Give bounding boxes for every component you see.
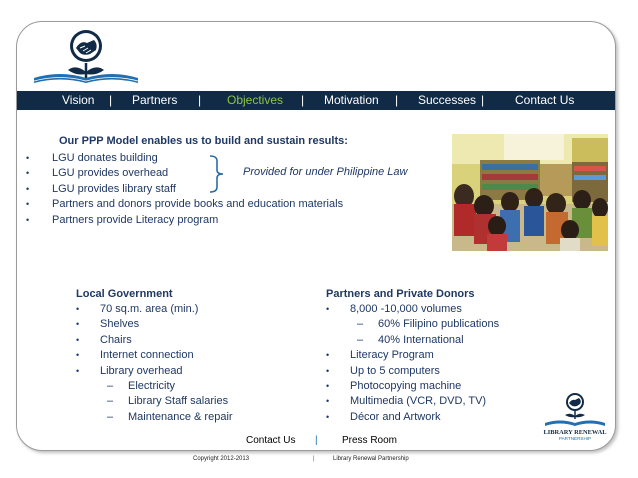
list-item: – Maintenance & repair bbox=[107, 410, 233, 423]
copyright-text: Copyright 2012-2013 bbox=[193, 456, 250, 462]
copyright-separator: | bbox=[313, 456, 315, 462]
library-renewal-logo[interactable] bbox=[543, 390, 607, 442]
list-item: – 40% International bbox=[357, 333, 464, 346]
library-children-photo bbox=[452, 134, 608, 251]
nav-motivation[interactable]: Motivation bbox=[324, 93, 379, 107]
list-item: • Up to 5 computers bbox=[326, 364, 440, 377]
org-name: Library Renewal Partnership bbox=[333, 456, 409, 462]
list-item: • Décor and Artwork bbox=[326, 410, 441, 423]
logo-subtext: PARTNERSHIP bbox=[558, 436, 592, 441]
footer-contact-link[interactable]: Contact Us bbox=[246, 435, 296, 446]
footer-press-link[interactable]: Press Room bbox=[342, 435, 398, 446]
bullet-marker: • bbox=[26, 214, 30, 225]
list-item: • Literacy Program bbox=[326, 349, 434, 362]
nav-separator: | bbox=[395, 93, 399, 107]
list-item: • Multimedia (VCR, DVD, TV) bbox=[326, 395, 487, 408]
law-note: Provided for under Philippine Law bbox=[243, 166, 408, 178]
bullet-marker: • bbox=[26, 168, 30, 179]
nav-contact-us[interactable]: Contact Us bbox=[515, 93, 575, 107]
nav-separator: | bbox=[109, 93, 113, 107]
list-item: • Partners provide Literacy program bbox=[26, 213, 343, 228]
main-nav bbox=[17, 91, 615, 110]
list-item: • Shelves bbox=[76, 318, 140, 331]
list-item: • Photocopying machine bbox=[326, 379, 462, 392]
list-item: • 8,000 -10,000 volumes bbox=[326, 303, 462, 315]
list-item: • LGU donates building bbox=[26, 151, 343, 166]
list-item: • LGU provides library staff bbox=[26, 182, 343, 197]
bullet-marker: • bbox=[26, 183, 30, 194]
handshake-book-icon bbox=[32, 26, 140, 88]
intro-list bbox=[26, 151, 343, 228]
bullet-marker: • bbox=[26, 199, 30, 210]
list-item: • Partners and donors provide books and education materials bbox=[26, 197, 343, 212]
bullet-marker: • bbox=[26, 153, 30, 163]
local-government-title: Local Government bbox=[76, 288, 173, 300]
nav-separator: | bbox=[301, 93, 305, 107]
nav-vision[interactable]: Vision bbox=[62, 93, 95, 107]
list-item: • LGU provides overhead bbox=[26, 166, 343, 181]
footer-separator: | bbox=[315, 435, 318, 446]
nav-separator: | bbox=[198, 93, 202, 107]
intro-heading: Our PPP Model enables us to build and sustain results: bbox=[59, 135, 348, 147]
nav-partners[interactable]: Partners bbox=[132, 93, 178, 107]
partners-title: Partners and Private Donors bbox=[326, 288, 475, 300]
right-brace-icon bbox=[209, 155, 225, 193]
nav-objectives[interactable]: Objectives bbox=[227, 93, 284, 107]
nav-separator: | bbox=[481, 93, 485, 107]
local-government-section bbox=[76, 287, 233, 425]
site-logo[interactable] bbox=[32, 26, 140, 88]
handshake-book-icon bbox=[543, 390, 607, 442]
list-item: – 60% Filipino publications bbox=[357, 318, 500, 331]
partners-section bbox=[326, 287, 499, 425]
list-item: • Library overhead bbox=[76, 364, 183, 377]
list-item: • Internet connection bbox=[76, 349, 194, 362]
list-item: • Chairs bbox=[76, 333, 132, 346]
logo-text: LIBRARY RENEWAL bbox=[543, 429, 607, 436]
list-item: – Electricity bbox=[107, 379, 176, 392]
list-item: – Library Staff salaries bbox=[107, 395, 229, 408]
nav-successes[interactable]: Successes bbox=[418, 93, 477, 107]
list-item: • 70 sq.m. area (min.) bbox=[76, 303, 199, 315]
